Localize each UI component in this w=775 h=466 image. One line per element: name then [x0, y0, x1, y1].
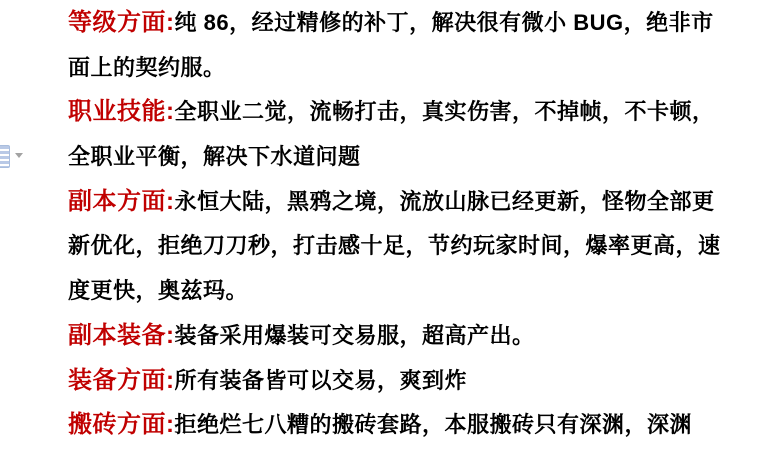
line-text: 纯 86，经过精修的补丁，解决很有微小 BUG，绝非市 — [174, 10, 714, 35]
line-text: 所有装备皆可以交易，爽到炸 — [174, 367, 468, 393]
paragraph-line — [68, 359, 758, 404]
section-label: 职业技能: — [68, 98, 175, 126]
section-label: 等级方面: — [68, 9, 175, 36]
document-body — [68, 1, 758, 448]
line-text: 新优化，拒绝刀刀秒，打击感十足，节约玩家时间，爆率更高，速 — [68, 233, 721, 259]
section-label: 装备方面: — [68, 366, 175, 394]
paragraph-line — [68, 224, 758, 269]
line-text: 面上的契约服。 — [68, 54, 226, 80]
section-label: 副本装备: — [68, 321, 175, 349]
line-text: 全职业平衡，解决下水道问题 — [68, 144, 361, 170]
paste-options-clipboard-icon — [0, 145, 10, 168]
section-label: 副本方面: — [68, 187, 175, 215]
line-text: 度更快，奥兹玛。 — [68, 278, 249, 304]
line-text: 永恒大陆，黑鸦之境，流放山脉已经更新，怪物全部更 — [174, 188, 715, 214]
paragraph-line — [68, 90, 758, 135]
paragraph-line — [68, 180, 758, 225]
paragraph-line — [68, 1, 758, 46]
paragraph-line — [68, 46, 758, 91]
paragraph-line — [68, 403, 758, 448]
chevron-down-icon — [15, 153, 23, 158]
paragraph-line — [68, 314, 758, 359]
paragraph-line — [68, 269, 758, 314]
paragraph-line — [68, 135, 758, 180]
line-text: 拒绝烂七八糟的搬砖套路，本服搬砖只有深渊，深渊 — [174, 412, 693, 438]
paste-options-button[interactable] — [0, 144, 26, 170]
section-label: 搬砖方面: — [68, 411, 175, 439]
line-text: 全职业二觉，流畅打击，真实伤害，不掉帧，不卡顿， — [174, 99, 715, 125]
line-text: 装备采用爆装可交易服，超高产出。 — [174, 322, 535, 348]
